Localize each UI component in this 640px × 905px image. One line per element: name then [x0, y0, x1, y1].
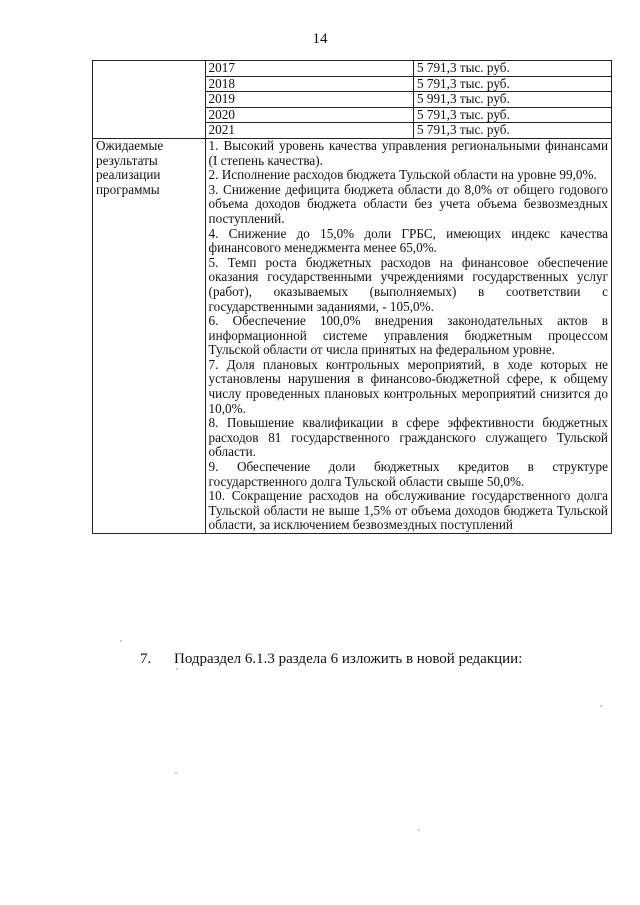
instruction-paragraph [140, 651, 522, 668]
funding-year: 2021 [205, 123, 413, 139]
result-item: 3. Снижение дефицита бюджета области до 8,0% от общего годового объема доходов бюджета области без учета объема безвозмездных поступлений. [208, 181, 608, 226]
result-item: 6. Обеспечение 100,0% внедрения законодательных актов в информационной системе управления бюджетным процессом Тульской области от числа принятых на федеральном уровне. [208, 313, 608, 358]
result-item: 5. Темп роста бюджетных расходов на финансовое обеспечение оказания государственными учреждениями государственных услуг (работ), оказываемых (выполняемых) в соответствии с государственными заданиями, - 105,0%. [208, 254, 608, 314]
funding-year: 2018 [205, 76, 413, 92]
result-item: 4. Снижение до 15,0% доли ГРБС, имеющих индекс качества финансового менеджмента менее 65,0%. [208, 225, 608, 256]
result-item: 10. Сокращение расходов на обслуживание государственного долга Тульской области не выше 1,5% от объема доходов бюджета Тульской области, за исключением безвозмездных поступлений [208, 488, 608, 533]
result-item: 7. Доля плановых контрольных мероприятий, в ходе которых не установлены нарушения в финансово-бюджетной сфере, к общему числу проведенных плановых контрольных мероприятий снизится до 10,0%. [208, 356, 608, 416]
results-list [205, 138, 611, 533]
funding-amount: 5 791,3 тыс. руб. [413, 123, 611, 139]
funding-amount: 5 791,3 тыс. руб. [413, 107, 611, 123]
scan-speck [120, 640, 122, 642]
funding-year: 2020 [205, 107, 413, 123]
funding-label-cell [93, 61, 206, 139]
results-label: Ожидаемые результаты реализации программы [93, 138, 206, 533]
funding-amount: 5 791,3 тыс. руб. [413, 61, 611, 77]
funding-amount: 5 791,3 тыс. руб. [413, 76, 611, 92]
result-item: 2. Исполнение расходов бюджета Тульской области на уровне 99,0%. [208, 167, 597, 183]
program-passport-table [92, 60, 612, 534]
result-item: 8. Повышение квалификации в сфере эффективности бюджетных расходов 81 государственного гражданского служащего Тульской области. [208, 415, 608, 460]
funding-amount: 5 991,3 тыс. руб. [413, 92, 611, 108]
instruction-text: Подраздел 6.1.3 раздела 6 изложить в новой редакции: [174, 651, 523, 667]
page-number: 14 [312, 31, 328, 47]
funding-row-2017 [93, 61, 612, 77]
funding-year: 2017 [205, 61, 413, 77]
result-item: 1. Высокий уровень качества управления региональными финансами (I степень качества). [208, 137, 608, 168]
scan-speck [176, 668, 178, 670]
funding-year: 2019 [205, 92, 413, 108]
result-item: 9. Обеспечение доли бюджетных кредитов в структуре государственного долга Тульской области свыше 50,0%. [208, 459, 608, 489]
scan-speck [418, 829, 420, 831]
results-row [93, 138, 612, 533]
scan-speck [175, 772, 177, 774]
scan-speck [600, 705, 602, 707]
instruction-number: 7. [140, 651, 152, 667]
